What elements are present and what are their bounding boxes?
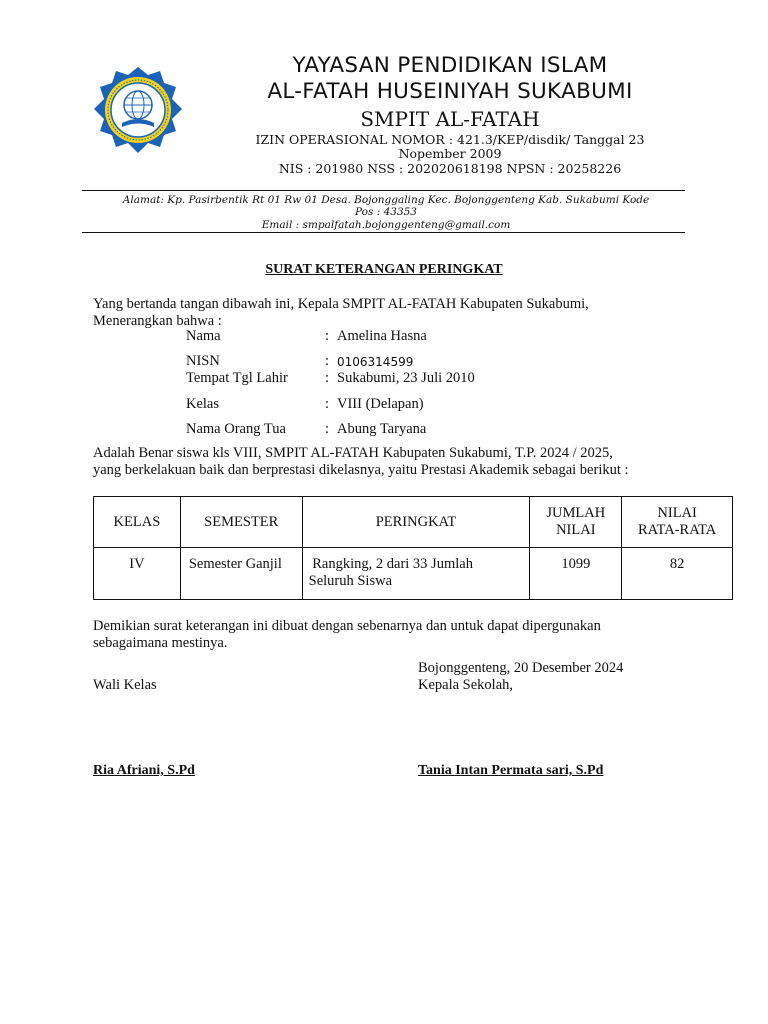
- intro-line-2: Menerangkan bahwa :: [93, 313, 222, 329]
- cell-kelas: IV: [94, 548, 181, 600]
- field-colon: :: [325, 396, 330, 412]
- header-peringkat: PERINGKAT: [302, 497, 530, 548]
- cell-peringkat: Rangking, 2 dari 33 Jumlah Seluruh Siswa: [302, 548, 530, 600]
- cell-nilai-rata-rata: 82: [622, 548, 733, 600]
- field-label-ttl: Tempat Tgl Lahir: [186, 370, 288, 386]
- ranking-table: [93, 496, 733, 600]
- field-value-nama: Amelina Hasna: [337, 328, 427, 344]
- field-label-nama: Nama: [186, 328, 221, 344]
- kepala-sekolah-role: Kepala Sekolah,: [418, 677, 514, 693]
- header-divider-top: [82, 190, 685, 191]
- header-kelas: KELAS: [94, 497, 181, 548]
- wali-kelas-signatory: Ria Afriani, S.Pd: [93, 763, 195, 778]
- address-line-1: Alamat: Kp. Pasirbentik Rt 01 Rw 01 Desa. Bojonggaling Kec. Bojonggenteng Kab. Sukabumi Kode: [122, 194, 650, 206]
- school-name: SMPIT AL-FATAH: [360, 107, 540, 131]
- izin-line-2: Nopember 2009: [398, 146, 502, 161]
- field-label-kelas: Kelas: [186, 396, 220, 412]
- address-line-2: Pos : 43353: [355, 206, 417, 218]
- header-semester: SEMESTER: [180, 497, 302, 548]
- statement-line-2: yang berkelakuan baik dan berprestasi dikelasnya, yaitu Prestasi Akademik sebagai berikut :: [93, 462, 629, 478]
- place-date: Bojonggenteng, 20 Desember 2024: [418, 660, 624, 676]
- table-header-row: [94, 497, 733, 548]
- closing-line-1: Demikian surat keterangan ini dibuat dengan sebenarnya dan untuk dapat dipergunakan: [93, 618, 601, 634]
- header-divider-bottom: [82, 232, 685, 233]
- field-value-ttl: Sukabumi, 23 Juli 2010: [337, 370, 475, 386]
- nis-line: NIS : 201980 NSS : 202020618198 NPSN : 20258226: [278, 161, 622, 176]
- school-logo-icon: [92, 65, 184, 157]
- intro-line-1: Yang bertanda tangan dibawah ini, Kepala SMPIT AL-FATAH Kabupaten Sukabumi,: [93, 296, 589, 312]
- field-colon: :: [325, 353, 330, 369]
- foundation-name: YAYASAN PENDIDIKAN ISLAM: [292, 53, 608, 78]
- closing-line-2: sebagaimana mestinya.: [93, 635, 228, 651]
- field-label-nisn: NISN: [186, 353, 220, 369]
- field-colon: :: [325, 328, 330, 344]
- header-nilai-rata-rata: NILAI RATA-RATA: [622, 497, 733, 548]
- field-value-kelas: VIII (Delapan): [337, 396, 424, 412]
- header-jumlah-nilai: JUMLAH NILAI: [530, 497, 622, 548]
- field-label-orang-tua: Nama Orang Tua: [186, 421, 286, 437]
- field-value-nisn: 0106314599: [337, 355, 414, 369]
- izin-line-1: IZIN OPERASIONAL NOMOR : 421.3/KEP/disdik/ Tanggal 23: [255, 132, 645, 147]
- foundation-subname: AL-FATAH HUSEINIYAH SUKABUMI: [267, 79, 633, 104]
- table-row: [94, 548, 733, 600]
- cell-semester: Semester Ganjil: [180, 548, 302, 600]
- field-colon: :: [325, 370, 330, 386]
- cell-jumlah-nilai: 1099: [530, 548, 622, 600]
- field-value-orang-tua: Abung Taryana: [337, 421, 427, 437]
- wali-kelas-role: Wali Kelas: [93, 677, 157, 693]
- kepala-sekolah-signatory: Tania Intan Permata sari, S.Pd: [418, 763, 604, 778]
- statement-line-1: Adalah Benar siswa kls VIII, SMPIT AL-FATAH Kabupaten Sukabumi, T.P. 2024 / 2025,: [93, 445, 613, 461]
- email-line: Email : smpalfatah.bojonggenteng@gmail.com: [261, 219, 511, 231]
- document-title: SURAT KETERANGAN PERINGKAT: [265, 262, 503, 277]
- field-colon: :: [325, 421, 330, 437]
